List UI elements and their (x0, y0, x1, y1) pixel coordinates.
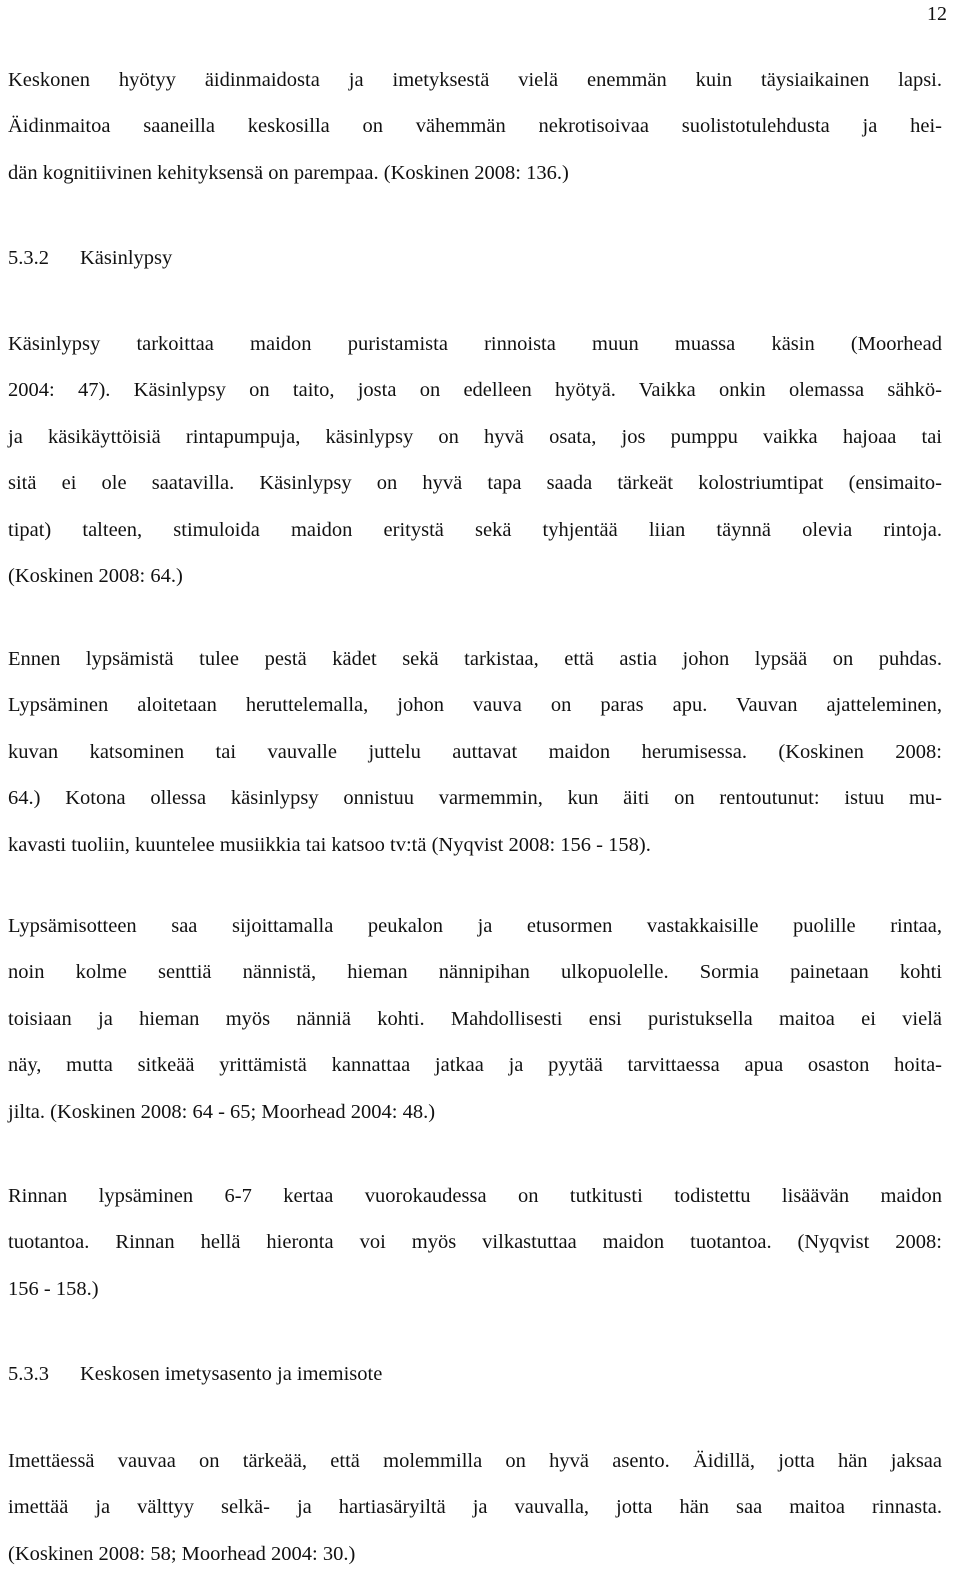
paragraph-lypsamisote (8, 903, 942, 1135)
section-heading-5-3-2 (8, 235, 942, 281)
text-line: Keskonen hyötyy äidinmaidosta ja imetyksestä vielä enemmän kuin täysiaikainen lapsi. (8, 69, 942, 91)
section-heading-5-3-3 (8, 1351, 942, 1397)
text-line: näy, mutta sitkeää yrittämistä kannattaa jatkaa ja pyytää tarvittaessa apua osaston hoita- (8, 1054, 942, 1077)
page-number: 12 (927, 3, 947, 25)
section-number: 5.3.2 (8, 247, 49, 269)
text-line: jilta. (Koskinen 2008: 64 - 65; Moorhead 2004: 48.) (8, 1100, 436, 1123)
text-line: 156 - 158.) (8, 1277, 99, 1300)
text-line: Rinnan lypsäminen 6-7 kertaa vuorokaudessa on tutkitusti todistettu lisäävän maidon (8, 1185, 942, 1207)
text-line: sitä ei ole saatavilla. Käsinlypsy on hyvä tapa saada tärkeät kolostriumtipat (ensimaito- (8, 472, 942, 495)
section-number: 5.3.3 (8, 1363, 49, 1385)
paragraph-imetysasento (8, 1438, 942, 1577)
text-line: kavasti tuoliin, kuuntelee musiikkia tai katsoo tv:tä (Nyqvist 2008: 156 - 158). (8, 833, 651, 856)
text-line: noin kolme senttiä nännistä, hieman nännipihan ulkopuolelle. Sormia painetaan kohti (8, 961, 942, 984)
text-line: kuvan katsominen tai vauvalle juttelu auttavat maidon herumisessa. (Koskinen 2008: (8, 740, 942, 763)
text-line: tipat) talteen, stimuloida maidon eritystä sekä tyhjentää liian täynnä olevia rintoja. (8, 518, 942, 541)
paragraph-intro (8, 57, 942, 196)
paragraph-rinnan-lypsaminen (8, 1173, 942, 1312)
text-line: tuotantoa. Rinnan hellä hieronta voi myös vilkastuttaa maidon tuotantoa. (Nyqvist 2008: (8, 1231, 942, 1254)
text-line: ja käsikäyttöisiä rintapumpuja, käsinlypsy on hyvä osata, jos pumppu vaikka hajoaa tai (8, 425, 942, 448)
text-line: Ennen lypsämistä tulee pestä kädet sekä tarkistaa, että astia johon lypsää on puhdas. (8, 648, 942, 670)
section-title: Käsinlypsy (80, 247, 173, 269)
text-line: Imettäessä vauvaa on tärkeää, että molemmilla on hyvä asento. Äidillä, jotta hän jaksaa (8, 1450, 942, 1472)
text-line: Äidinmaitoa saaneilla keskosilla on vähemmän nekrotisoivaa suolistotulehdusta ja hei- (8, 115, 942, 138)
text-line: 64.) Kotona ollessa käsinlypsy onnistuu varmemmin, kun äiti on rentoutunut: istuu mu- (8, 787, 942, 810)
paragraph-ennen-lypsamista (8, 636, 942, 868)
text-line: Lypsäminen aloitetaan heruttelemalla, johon vauva on paras apu. Vauvan ajatteleminen, (8, 694, 942, 717)
text-line: 2004: 47). Käsinlypsy on taito, josta on edelleen hyötyä. Vaikka onkin olemassa sähkö- (8, 379, 942, 402)
section-title: Keskosen imetysasento ja imemisote (80, 1363, 383, 1385)
text-line: (Koskinen 2008: 64.) (8, 565, 183, 588)
text-line: Käsinlypsy tarkoittaa maidon puristamista rinnoista muun muassa käsin (Moorhead (8, 333, 942, 355)
text-line: Lypsämisotteen saa sijoittamalla peukalon ja etusormen vastakkaisille puolille rintaa, (8, 915, 942, 937)
text-line: imettää ja välttyy selkä- ja hartiasäryiltä ja vauvalla, jotta hän saa maitoa rinnasta. (8, 1496, 942, 1519)
text-line: (Koskinen 2008: 58; Moorhead 2004: 30.) (8, 1542, 356, 1565)
text-line: dän kognitiivinen kehityksensä on parempaa. (Koskinen 2008: 136.) (8, 161, 569, 184)
text-line: toisiaan ja hieman myös nänniä kohti. Mahdollisesti ensi puristuksella maitoa ei vielä (8, 1007, 942, 1030)
paragraph-kasinlypsy (8, 321, 942, 599)
